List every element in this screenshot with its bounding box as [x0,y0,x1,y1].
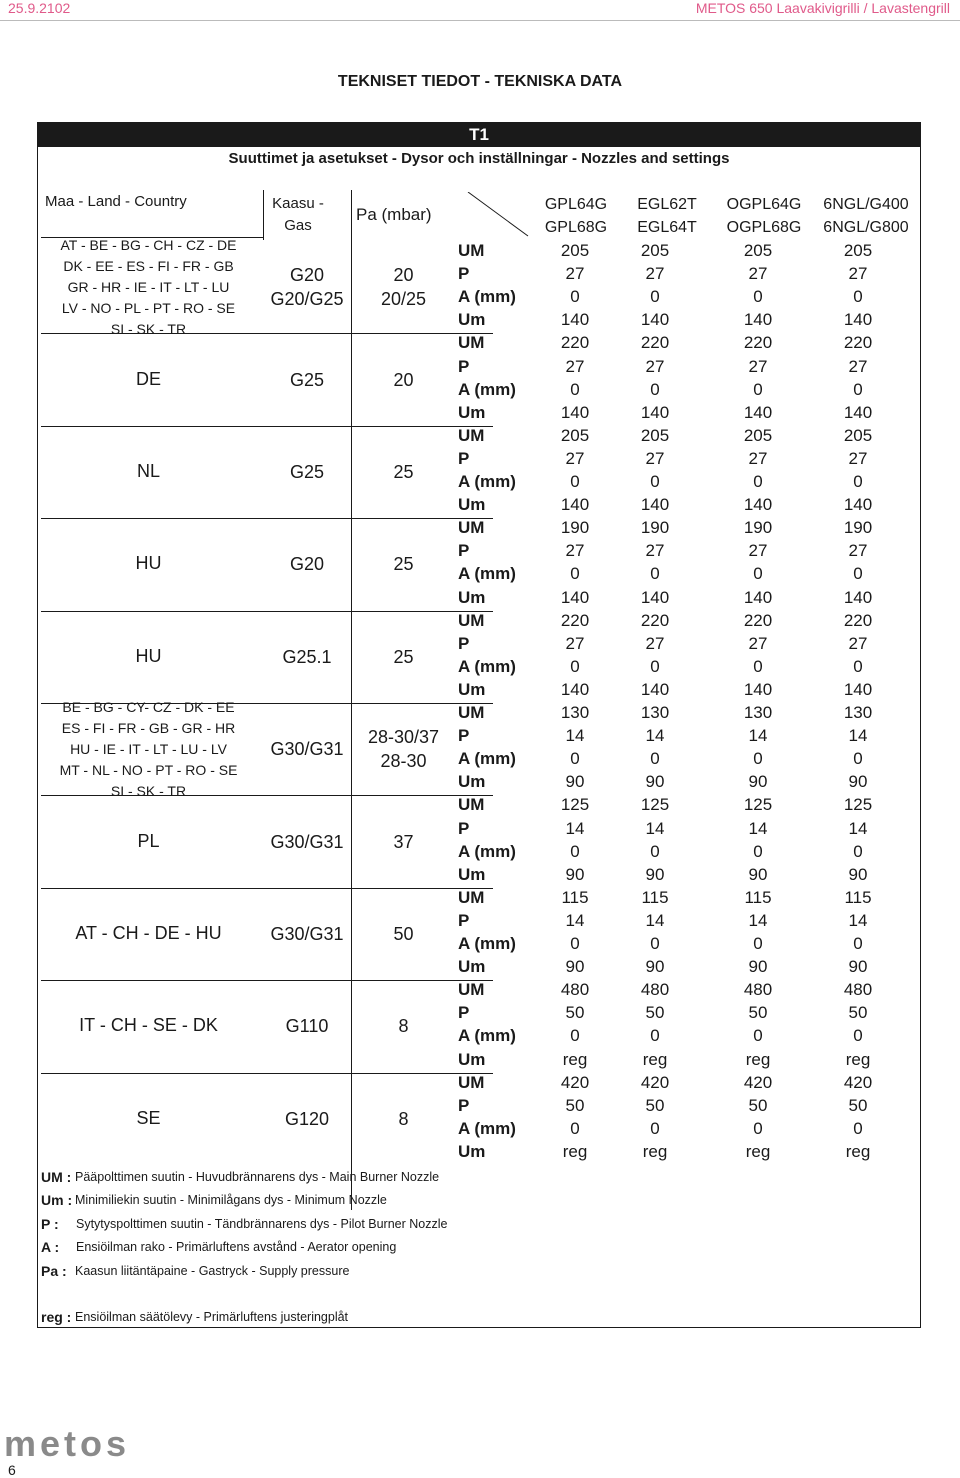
value-cell: 140 [743,679,773,699]
legend-text: Kaasun liitäntäpaine - Gastryck - Supply pressure [75,1264,350,1278]
value-cell: 0 [570,379,580,399]
value-cell: 0 [853,1118,863,1138]
row-label: P [458,1095,470,1115]
value-cell: 0 [570,472,580,491]
row-label: P [458,633,470,653]
group-country: HU [135,553,162,574]
value-cell: 0 [753,1118,763,1138]
row-label: P [458,448,470,468]
value-cell: 190 [560,518,590,538]
value-cell: 205 [560,241,590,260]
group-gas: G120 [284,1108,330,1129]
value-cell: 0 [650,934,660,953]
value-cell: 14 [748,910,768,930]
value-cell: 130 [743,703,773,722]
value-cell: 115 [844,887,872,907]
value-cell: 130 [640,703,670,722]
diagonal-line [468,192,528,236]
value-cell: 0 [853,379,863,399]
value-cell: 0 [853,1026,863,1046]
row-label: UM [458,333,485,353]
row-label: Um [458,1049,486,1069]
group-gas: G25.1 [282,646,332,667]
row-label: A (mm) [458,472,516,491]
value-cell: 90 [565,864,585,884]
value-cell: 140 [743,587,773,607]
group-gas: G30/G31 [270,739,344,760]
value-cell: 14 [645,726,665,746]
value-cell: 140 [843,587,873,607]
value-cell: 0 [753,287,763,307]
value-cell: 0 [570,749,580,769]
value-cell: 130 [843,703,873,722]
value-cell: 205 [843,241,873,260]
group-pressure: 20 [393,369,414,390]
value-cell: 27 [565,356,585,376]
header-document-title: METOS 650 Laavakivigrilli / Lavastengrill [695,0,950,16]
value-cell: 0 [650,841,660,861]
row-label: UM [458,610,485,630]
header-col-divider-1 [263,190,264,240]
value-cell: 14 [565,910,585,930]
group-divider [41,795,493,796]
value-cell: 140 [640,495,670,515]
value-cell: 0 [570,287,580,307]
value-cell: 190 [640,518,670,538]
value-cell: 140 [843,679,873,699]
table-id-bar: T1 [38,123,920,147]
row-label: UM [458,241,485,260]
value-cell: 90 [565,957,585,977]
group-divider [41,426,493,427]
value-cell: 220 [843,333,873,353]
value-cell: 140 [640,310,670,330]
row-label: UM [458,795,485,815]
value-cell: 27 [645,541,665,561]
row-label: A (mm) [458,749,516,769]
model-header-row2: 6NGL/G800 [823,219,909,236]
value-cell: 90 [748,772,768,792]
group-gas: G110 [285,1016,329,1037]
group-pressure: 25 [393,462,414,482]
value-cell: 420 [640,1072,670,1092]
value-cell: 27 [565,541,585,561]
value-cell: 50 [848,1003,868,1023]
value-cell: 125 [560,795,590,815]
value-cell: 0 [753,472,763,491]
value-cell: 90 [645,772,665,792]
value-cell: 14 [645,818,665,838]
value-cell: 0 [650,1026,660,1046]
value-cell: 125 [743,795,773,815]
value-cell: 0 [753,934,763,953]
group-divider [41,980,493,981]
value-cell: 50 [565,1003,585,1023]
value-cell: 140 [843,310,873,330]
value-cell: 190 [843,518,873,538]
value-cell: 0 [753,749,763,769]
row-label: A (mm) [458,379,516,399]
group-country: HU [135,645,162,666]
value-cell: 0 [853,841,863,861]
model-header-row1: 6NGL/G400 [823,196,909,213]
value-cell: 14 [748,726,768,746]
value-cell: 14 [748,818,768,838]
group-divider [41,611,493,612]
value-cell: 0 [650,749,660,769]
value-cell: 27 [645,264,665,284]
value-cell: 90 [848,957,868,977]
value-cell: reg [642,1049,668,1069]
value-cell: 220 [560,333,590,353]
row-label: P [458,1003,470,1023]
value-cell: 27 [565,264,585,284]
group-pressure: 28-30/37 28-30 [367,727,440,772]
value-cell: 115 [641,887,669,907]
row-label: UM [458,887,485,907]
value-cell: 90 [645,864,665,884]
value-cell: 420 [743,1072,773,1092]
row-label: P [458,264,470,284]
value-cell: 205 [560,425,590,445]
value-cell: 0 [570,934,580,953]
value-cell: 27 [848,264,868,284]
row-label: UM [458,518,485,538]
value-cell: 140 [560,402,590,422]
row-label: Um [458,1141,486,1161]
value-cell: 115 [561,887,589,907]
group-pressure: 8 [398,1016,409,1037]
pa-mbar-header: Pa (mbar) [356,205,432,224]
value-cell: 50 [748,1095,768,1115]
value-cell: 125 [843,795,873,815]
row-label: UM [458,703,485,722]
value-cell: 90 [848,772,868,792]
value-cell: 0 [753,1026,763,1046]
value-cell: 0 [650,564,660,584]
value-cell: 420 [843,1072,873,1092]
group-pressure: 25 [393,554,414,575]
value-cell: 27 [565,448,585,468]
legend-key: Pa : [41,1263,67,1279]
value-cell: 205 [743,425,773,445]
value-cell: 480 [640,980,670,1000]
legend-text: Ensiöilman rako - Primärluftens avstånd - Aerator opening [76,1240,397,1254]
value-cell: 50 [565,1095,585,1115]
value-cell: 0 [753,841,763,861]
header-col-divider-2 [351,190,352,1210]
value-cell: 0 [853,472,863,491]
value-cell: 27 [748,541,768,561]
metos-logo-text: metos [4,1430,131,1460]
row-label: A (mm) [458,1026,516,1046]
row-label: Um [458,772,486,792]
group-country: BE - BG - CY- CZ - DK - EE ES - FI - FR - GB - GR - HR HU - IE - IT - LT - LU - LV MT - NL - NO - PT - RO - SE SI - SK - TR [59,698,238,799]
value-cell: 50 [848,1095,868,1115]
value-cell: 50 [645,1095,665,1115]
value-cell: 140 [560,587,590,607]
value-cell: reg [562,1141,588,1161]
value-cell: 90 [645,957,665,977]
value-cell: 27 [645,448,665,468]
value-cell: 140 [843,402,873,422]
value-cell: 0 [853,934,863,953]
value-cell: 220 [843,610,873,630]
country-header: Maa - Land - Country [45,193,187,210]
group-divider [41,888,493,889]
value-cell: 27 [848,541,868,561]
value-cell: 220 [743,610,773,630]
row-label: Um [458,864,486,884]
row-label: Um [458,402,486,422]
value-cell: 0 [570,841,580,861]
value-cell: 50 [645,1003,665,1023]
model-header-row2: EGL64T [637,219,697,236]
value-cell: 90 [748,957,768,977]
value-cell: 27 [748,356,768,376]
value-cell: 50 [748,1003,768,1023]
value-cell: 140 [743,402,773,422]
value-cell: 90 [848,864,868,884]
header-divider [0,20,960,21]
row-label: P [458,356,470,376]
value-cell: 0 [650,379,660,399]
row-label: UM [458,1072,485,1092]
value-cell: 0 [570,656,580,676]
value-cell: 220 [560,610,590,630]
nozzle-settings-table [37,122,921,1328]
row-label: Um [458,310,486,330]
row-label: A (mm) [458,934,516,953]
value-cell: 0 [853,564,863,584]
row-label: UM [458,425,485,445]
legend-text: Ensiöilman säätölevy - Primärluftens justeringplåt [75,1310,349,1324]
model-header-row2: OGPL68G [726,219,802,236]
value-cell: 0 [853,656,863,676]
group-pressure: 25 [393,646,414,667]
value-cell: 140 [640,679,670,699]
value-cell: reg [745,1049,771,1069]
group-gas: G30/G31 [270,831,344,852]
row-label: P [458,541,470,561]
row-label: P [458,726,470,746]
model-header-row2: GPL68G [544,219,608,236]
value-cell: 205 [640,425,670,445]
value-cell: 14 [848,726,868,746]
value-cell: 14 [645,910,665,930]
legend-text: Sytytyspolttimen suutin - Tändbrännarens dys - Pilot Burner Nozzle [76,1217,448,1231]
value-cell: 0 [570,564,580,584]
group-gas: G20 [289,554,325,575]
value-cell: 140 [560,679,590,699]
page-number: 6 [8,1462,16,1478]
legend-text: Pääpolttimen suutin - Huvudbrännarens dys - Main Burner Nozzle [75,1170,440,1184]
row-label: Um [458,587,486,607]
value-cell: 0 [753,564,763,584]
group-pressure: 8 [398,1108,409,1129]
value-cell: 220 [743,333,773,353]
gas-header: Kaasu - Gas [272,195,324,234]
header-date: 25.9.2102 [8,0,71,16]
group-country: AT - BE - BG - CH - CZ - DE DK - EE - ES - FI - FR - GB GR - HR - IE - IT - LT - LU LV - NO - PL - PT - RO - SE SI - SK - TR [60,236,237,337]
value-cell: 220 [640,333,670,353]
row-label: UM [458,980,485,1000]
value-cell: 14 [565,818,585,838]
table-subtitle: Suuttimet ja asetukset - Dysor och inställningar - Nozzles and settings [228,150,730,167]
value-cell: reg [642,1141,668,1161]
value-cell: 480 [843,980,873,1000]
value-cell: 140 [843,495,873,515]
value-cell: 27 [748,264,768,284]
model-header-row1: OGPL64G [726,196,802,213]
value-cell: 0 [753,379,763,399]
value-cell: 190 [743,518,773,538]
value-cell: 0 [853,749,863,769]
group-pressure: 50 [393,924,414,944]
value-cell: 27 [565,633,585,653]
group-divider [41,518,493,519]
metos-logo [4,1430,194,1460]
row-label: A (mm) [458,1118,516,1138]
value-cell: 0 [853,287,863,307]
group-country: SE [136,1107,161,1128]
model-header-row1: GPL64G [544,196,608,213]
value-cell: 0 [650,656,660,676]
value-cell: 27 [645,633,665,653]
legend-key: Um : [41,1192,73,1208]
legend-text: Minimiliekin suutin - Minimilågans dys - Minimum Nozzle [75,1193,387,1207]
row-label: Um [458,495,486,515]
row-label: P [458,910,470,930]
value-cell: 205 [743,241,773,260]
group-country: PL [137,830,160,851]
row-label: A (mm) [458,287,516,307]
value-cell: 480 [560,980,590,1000]
value-cell: 0 [650,287,660,307]
group-country: DE [135,368,161,389]
row-label: Um [458,679,486,699]
value-cell: 0 [650,1118,660,1138]
group-divider [41,1073,493,1074]
value-cell: 27 [748,448,768,468]
group-gas: G30/G31 [270,924,344,944]
value-cell: reg [845,1141,871,1161]
value-cell: 0 [753,656,763,676]
legend-key: A : [41,1239,60,1255]
row-label: P [458,818,470,838]
value-cell: 27 [848,448,868,468]
value-cell: 125 [640,795,670,815]
value-cell: 140 [640,402,670,422]
row-label: A (mm) [458,656,516,676]
value-cell: reg [562,1049,588,1069]
value-cell: 140 [743,310,773,330]
value-cell: 27 [848,633,868,653]
value-cell: 90 [565,772,585,792]
value-cell: 0 [650,472,660,491]
legend-key: reg : [41,1309,72,1325]
value-cell: 420 [560,1072,590,1092]
group-pressure: 20 20/25 [380,265,427,310]
diagonal-header-cell [456,192,531,238]
group-gas: G25 [289,462,325,482]
group-country: IT - CH - SE - DK [79,1015,218,1036]
value-cell: 140 [560,495,590,515]
value-cell: 205 [640,241,670,260]
value-cell: 140 [743,495,773,515]
value-cell: reg [745,1141,771,1161]
group-country: AT - CH - DE - HU [75,923,222,943]
value-cell: 14 [565,726,585,746]
value-cell: 27 [748,633,768,653]
value-cell: 0 [570,1118,580,1138]
group-gas: G20 G20/G25 [270,265,344,310]
value-cell: 0 [570,1026,580,1046]
group-pressure: 37 [393,831,414,852]
legend-key: UM : [41,1169,72,1185]
value-cell: 27 [645,356,665,376]
value-cell: 90 [748,864,768,884]
page-title: TEKNISET TIEDOT - TEKNISKA DATA [337,73,623,90]
legend-key: P : [41,1216,59,1232]
group-gas: G25 [289,369,325,390]
value-cell: 220 [640,610,670,630]
value-cell: 140 [560,310,590,330]
value-cell: 14 [848,910,868,930]
value-cell: 205 [843,425,873,445]
row-label: A (mm) [458,841,516,861]
value-cell: 480 [743,980,773,1000]
value-cell: reg [845,1049,871,1069]
group-divider [41,333,493,334]
group-country: NL [136,461,160,481]
row-label: Um [458,957,486,977]
value-cell: 115 [744,887,772,907]
value-cell: 140 [640,587,670,607]
value-cell: 130 [560,703,590,722]
value-cell: 27 [848,356,868,376]
value-cell: 14 [848,818,868,838]
model-header-row1: EGL62T [637,196,697,213]
row-label: A (mm) [458,564,516,584]
